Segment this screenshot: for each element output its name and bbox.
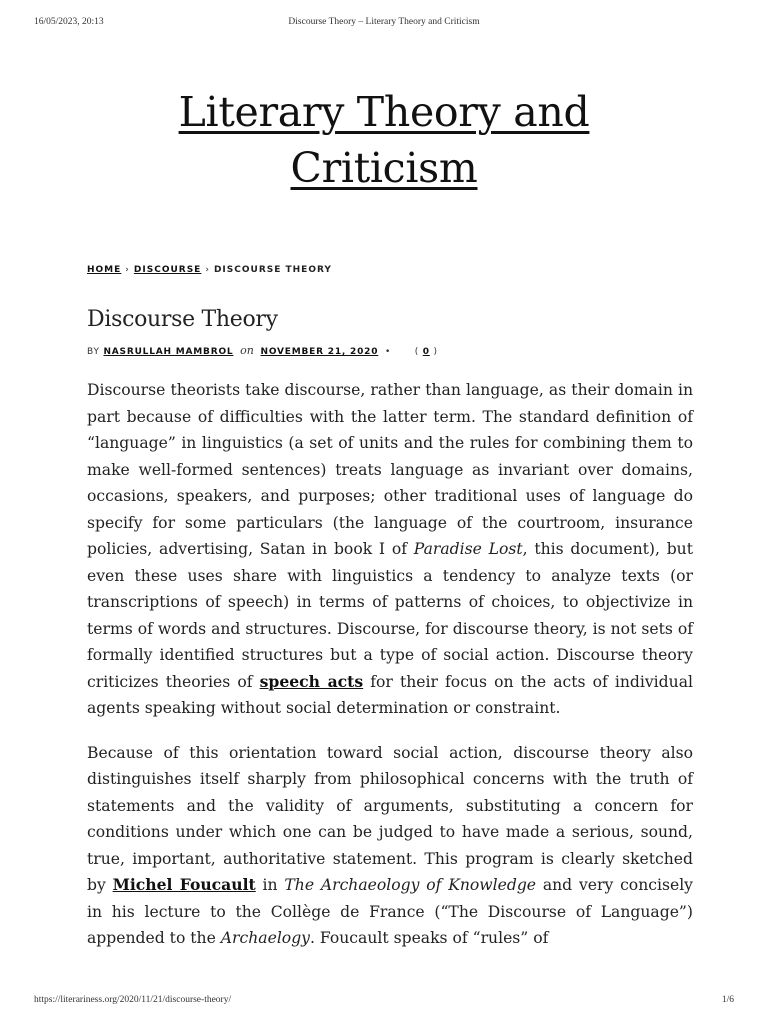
- breadcrumb-separator: ›: [205, 265, 210, 275]
- paragraph-2: [87, 740, 693, 952]
- breadcrumb: [87, 265, 332, 275]
- paragraph-text: Because of this orientation toward social action, discourse theory also distinguishes itself sharply from philosophical concerns with the truth of statements and the validity of arguments, substituting a concern for conditions under which one can be judged to have made a serious, sound, true, important, authoritative statement. This program is clearly sketched by: [87, 743, 693, 894]
- post-date-link[interactable]: NOVEMBER 21, 2020: [260, 347, 379, 357]
- print-footer: [34, 995, 734, 1009]
- meta-bullet: •: [384, 347, 392, 357]
- post-content: [87, 377, 693, 970]
- meta-on-label: on: [240, 344, 254, 357]
- comments-link[interactable]: 0: [422, 347, 430, 357]
- breadcrumb-separator: ›: [125, 265, 130, 275]
- print-header: [34, 17, 734, 31]
- print-url: https://literariness.org/2020/11/21/discourse-theory/: [34, 995, 232, 1005]
- michel-foucault-link[interactable]: Michel Foucault: [112, 875, 256, 894]
- breadcrumb-home-link[interactable]: HOME: [87, 265, 122, 275]
- breadcrumb-current: DISCOURSE THEORY: [213, 265, 332, 275]
- paragraph-text: , this document), but even these uses share with linguistics a tendency to analyze texts (or transcriptions of speech) in terms of patterns of choices, to objectivize in terms of words and structures. Discourse, for discourse theory, is not sets of formally identified structures but a type of social action. Discourse theory criticizes theories of: [87, 540, 693, 691]
- paragraph-text: Discourse theorists take discourse, rather than language, as their domain in part because of difficulties with the latter term. The standard definition of “language” in linguistics (a set of units and the rules for combining them to make well-formed sentences) treats language as invariant over domains, occasions, speakers, and purposes; other traditional uses of language do specify for some particulars (the language of the courtroom, insurance policies, advertising, Satan in book I of: [87, 381, 693, 558]
- paragraph-text: . Foucault speaks of “rules” of: [309, 929, 549, 947]
- post-meta: [87, 344, 438, 357]
- site-title-line-1[interactable]: Literary Theory and: [178, 88, 590, 136]
- site-title-line-2[interactable]: Criticism: [290, 144, 478, 192]
- paragraph-text: for their focus on the acts of individual agents speaking without social determination or constraint.: [87, 672, 693, 717]
- print-page-number: 1/6: [721, 995, 734, 1005]
- site-title[interactable]: [0, 84, 768, 196]
- print-datetime: 16/05/2023, 20:13: [34, 17, 104, 27]
- comments-close-paren: ): [433, 347, 438, 357]
- paragraph-text: in: [255, 876, 285, 894]
- paragraph-text: and very concisely in his lecture to the Collège de France (“The Discourse of Language”) appended to the: [87, 876, 693, 947]
- post-title: Discourse Theory: [87, 307, 278, 332]
- breadcrumb-discourse-link[interactable]: DISCOURSE: [133, 265, 202, 275]
- comments-open-paren: (: [414, 347, 420, 357]
- print-document-title: Discourse Theory – Literary Theory and Criticism: [288, 17, 480, 27]
- paragraph-1: [87, 377, 693, 722]
- paragraph-emphasis: Paradise Lost: [413, 540, 523, 558]
- meta-by-label: BY: [87, 347, 100, 357]
- author-link[interactable]: NASRULLAH MAMBROL: [103, 347, 234, 357]
- paragraph-emphasis: The Archaeology of Knowledge: [284, 876, 537, 894]
- speech-acts-link[interactable]: speech acts: [259, 671, 364, 691]
- paragraph-emphasis: Archaelogy: [220, 929, 310, 947]
- comments-count: [415, 347, 438, 357]
